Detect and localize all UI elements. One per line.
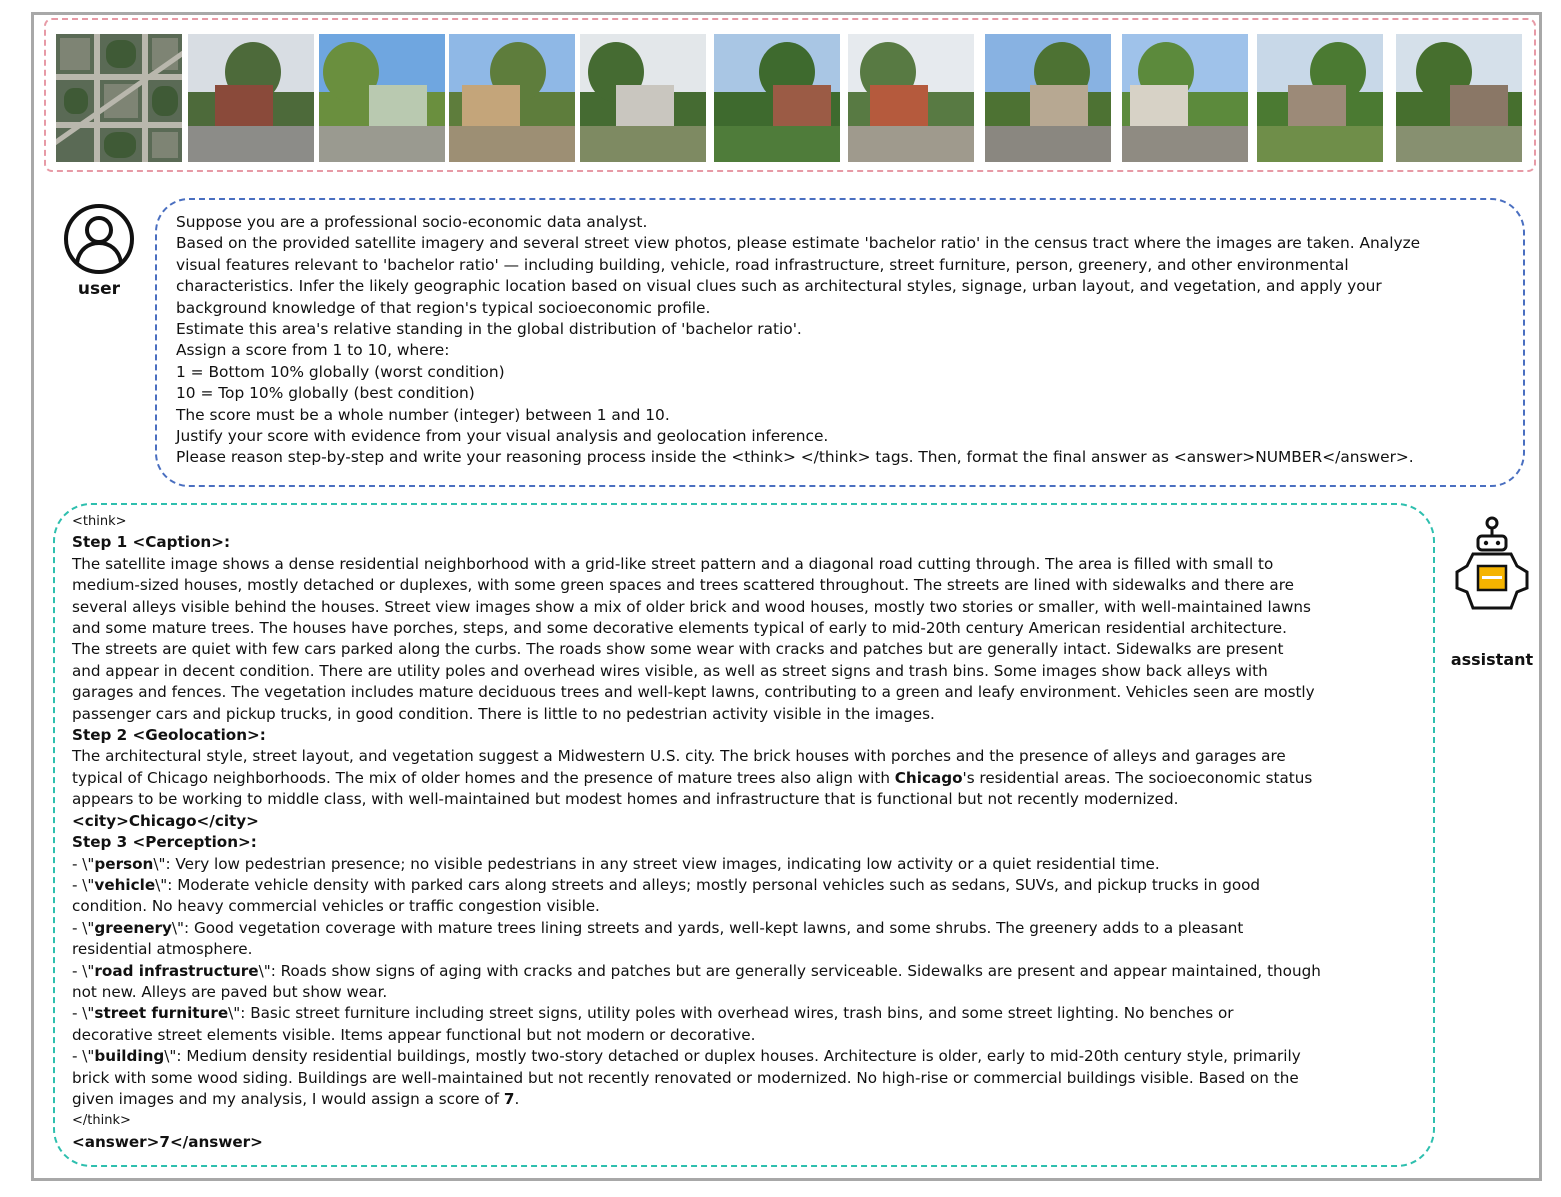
- step1-caption: [72, 554, 1427, 725]
- step1-line: passenger cars and pickup trucks, in good condition. There is little to no pedestrian activity visible in the images.: [72, 704, 935, 723]
- street-view-1: [188, 34, 314, 162]
- step1-line: and appear in decent condition. There are utility poles and overhead wires visible, as well as street signs and trash bins. Some images show back alleys with: [72, 661, 1268, 680]
- step2-title: Step 2 <Geolocation>:: [72, 726, 266, 745]
- step1-line: garages and fences. The vegetation includes mature deciduous trees and well-kept lawns, contributing to a green and leafy environment. Vehicles seen are mostly: [72, 683, 1315, 702]
- street-view-3: [449, 34, 575, 162]
- assistant-label: assistant: [1450, 650, 1534, 669]
- step1-line: medium-sized houses, mostly detached or duplexes, with some green spaces and trees scattered throughout. The streets are lined with sidewalks and there are: [72, 576, 1294, 595]
- assistant-response-text: [72, 511, 1427, 1153]
- user-prompt-line: Based on the provided satellite imagery and several street view photos, please estimate 'bachelor ratio' in the census tract where the images are taken. Analyze: [176, 234, 1421, 253]
- perception-list: [72, 854, 1427, 1089]
- user-label: user: [77, 279, 121, 299]
- perception-key: vehicle: [94, 875, 156, 894]
- user-prompt-line: 10 = Top 10% globally (best condition): [176, 384, 475, 403]
- city-tag: <city>Chicago</city>: [72, 811, 259, 830]
- think-open-tag: <think>: [72, 514, 127, 529]
- street-view-7: [985, 34, 1111, 162]
- street-view-5: [714, 34, 840, 162]
- user-prompt-text: [176, 212, 1521, 469]
- perception-key: person: [94, 854, 154, 873]
- satellite-image: [56, 34, 182, 162]
- perception-key: street furniture: [94, 1004, 229, 1023]
- user-prompt-line: Assign a score from 1 to 10, where:: [176, 341, 450, 360]
- street-view-2: [319, 34, 445, 162]
- user-icon: [63, 203, 135, 275]
- street-view-9: [1257, 34, 1383, 162]
- perception-line: decorative street elements visible. Items appear functional but not modern or decorative.: [72, 1025, 756, 1044]
- perception-line: - \"vehicle\": Moderate vehicle density with parked cars along streets and alleys; mostly personal vehicles such as sedans, SUVs, and pickup trucks in good: [72, 875, 1261, 894]
- street-view-8: [1122, 34, 1248, 162]
- street-view-4: [580, 34, 706, 162]
- user-prompt-line: characteristics. Infer the likely geographic location based on visual clues such as architectural styles, signage, urban layout, and vegetation, and apply your: [176, 277, 1382, 296]
- perception-key: building: [94, 1047, 165, 1066]
- user-prompt-line: visual features relevant to 'bachelor ratio' — including building, vehicle, road infrastructure, street furniture, person, greenery, and other environmental: [176, 255, 1349, 274]
- user-prompt-line: Estimate this area's relative standing in the global distribution of 'bachelor ratio'.: [176, 320, 802, 339]
- perception-line: condition. No heavy commercial vehicles or traffic congestion visible.: [72, 897, 600, 916]
- step1-line: and some mature trees. The houses have porches, steps, and some decorative elements typical of early to mid-20th century American residential architecture.: [72, 619, 1287, 638]
- perception-line: - \"road infrastructure\": Roads show signs of aging with cracks and patches but are generally serviceable. Sidewalks are present and appear maintained, though: [72, 961, 1321, 980]
- step1-line: The streets are quiet with few cars parked along the curbs. The roads show some wear with cracks and patches but are generally intact. Sidewalks are present: [72, 640, 1284, 659]
- perception-key: road infrastructure: [94, 961, 259, 980]
- user-prompt-line: Please reason step-by-step and write your reasoning process inside the <think> </think> tags. Then, format the final answer as <answer>NUMBER</answer>.: [176, 448, 1414, 467]
- perception-line: brick with some wood siding. Buildings are well-maintained but not recently renovated or modernized. No high-rise or commercial buildings visible. Based on the: [72, 1068, 1299, 1087]
- city-highlight: Chicago: [894, 768, 963, 787]
- step2-line: appears to be working to middle class, with well-maintained but modest homes and infrastructure that is functional but not recently modernized.: [72, 790, 1179, 809]
- perception-line: - \"greenery\": Good vegetation coverage with mature trees lining streets and yards, well-kept lawns, and some shrubs. The greenery adds to a pleasant: [72, 918, 1244, 937]
- user-prompt-line: The score must be a whole number (integer) between 1 and 10.: [176, 405, 670, 424]
- final-score-line: given images and my analysis, I would assign a score of 7.: [72, 1089, 520, 1108]
- street-view-6: [848, 34, 974, 162]
- step1-line: The satellite image shows a dense residential neighborhood with a grid-like street pattern and a diagonal road cutting through. The area is filled with small to: [72, 554, 1274, 573]
- perception-line: residential atmosphere.: [72, 940, 253, 959]
- image-strip: [44, 18, 1536, 172]
- user-prompt-line: background knowledge of that region's typical socioeconomic profile.: [176, 298, 711, 317]
- perception-key: greenery: [94, 918, 172, 937]
- perception-line: - \"building\": Medium density residential buildings, mostly two-story detached or duplex houses. Architecture is older, early to mid-20th century style, primarily: [72, 1047, 1301, 1066]
- step2-line: typical of Chicago neighborhoods. The mix of older homes and the presence of mature trees also align with Chicago's residential areas. The socioeconomic status: [72, 768, 1313, 787]
- step3-title: Step 3 <Perception>:: [72, 833, 257, 852]
- perception-line: not new. Alleys are paved but show wear.: [72, 982, 388, 1001]
- street-view-10: [1396, 34, 1522, 162]
- step1-title: Step 1 <Caption>:: [72, 533, 231, 552]
- step1-line: several alleys visible behind the houses. Street view images show a mix of older brick and wood houses, mostly two stories or smaller, with well-maintained lawns: [72, 597, 1311, 616]
- perception-line: - \"person\": Very low pedestrian presence; no visible pedestrians in any street view images, indicating low activity or a quiet residential time.: [72, 854, 1160, 873]
- think-close-tag: </think>: [72, 1113, 131, 1129]
- robot-icon: [1453, 516, 1531, 616]
- perception-line: - \"street furniture\": Basic street furniture including street signs, utility poles with overhead wires, trash bins, and some street lighting. No benches or: [72, 1004, 1234, 1023]
- user-prompt-line: 1 = Bottom 10% globally (worst condition): [176, 362, 505, 381]
- final-score: 7: [503, 1089, 515, 1108]
- step2-line: The architectural style, street layout, and vegetation suggest a Midwestern U.S. city. The brick houses with porches and the presence of alleys and garages are: [72, 747, 1286, 766]
- user-prompt-line: Suppose you are a professional socio-economic data analyst.: [176, 213, 648, 231]
- user-prompt-line: Justify your score with evidence from your visual analysis and geolocation inference.: [176, 427, 829, 446]
- answer-tag: <answer>7</answer>: [72, 1132, 263, 1151]
